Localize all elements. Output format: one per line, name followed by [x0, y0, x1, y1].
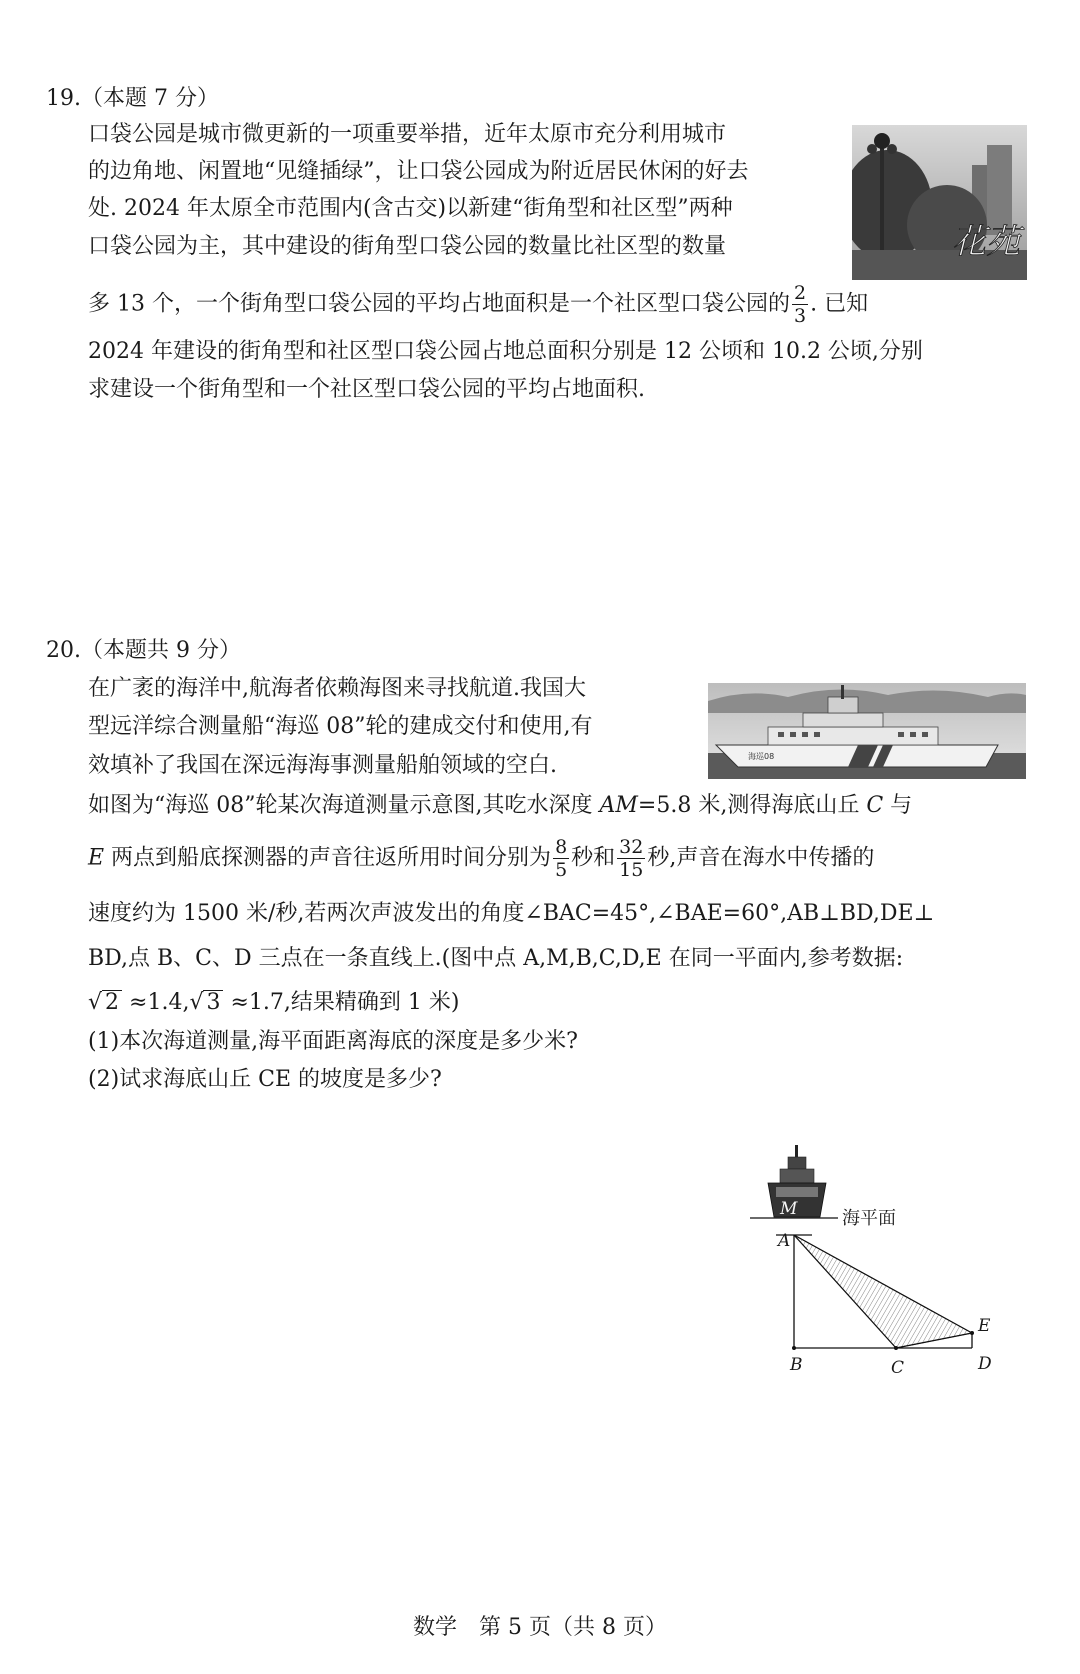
q20-line-4-text: 如图为“海巡 08”轮某次海道测量示意图,其吃水深度 — [88, 793, 600, 818]
fraction-numerator: 2 — [793, 282, 807, 304]
sea-level-label: 海平面 — [842, 1208, 896, 1229]
sqrt-radicand: 2 — [102, 990, 122, 1015]
ship-hull-text: 海巡08 — [748, 752, 775, 761]
label-A: A — [778, 1231, 791, 1251]
q19-line-3: 处. 2024 年太原全市范围内(含古交)以新建“街角型和社区型”两种 — [88, 196, 733, 221]
q20-line-5-text: 两点到船底探测器的声音往返所用时间分别为 — [104, 845, 552, 871]
q20-line-4-mid: =5.8 米,测得海底山丘 — [637, 793, 867, 818]
sqrt-3: √ 3 — [189, 988, 223, 1018]
q19-line-6: 2024 年建设的街角型和社区型口袋公园占地总面积分别是 12 公顷和 10.2 公顷,分别 — [88, 339, 923, 364]
q19-line-4: 口袋公园为主，其中建设的街角型口袋公园的数量比社区型的数量 — [88, 234, 727, 259]
fraction-denominator: 5 — [555, 859, 568, 881]
var-E: E — [88, 845, 105, 871]
q20-line-7: BD,点 B、C、D 三点在一条直线上.(图中点 A,M,B,C,D,E 在同一平面内,参考数据: — [88, 946, 904, 971]
q20-line-8-a: ≈1.4, — [122, 990, 190, 1015]
fraction-32-15 — [617, 836, 645, 881]
sea-survey-diagram — [750, 1145, 1010, 1385]
fraction-denominator: 15 — [619, 859, 644, 881]
label-D: D — [978, 1354, 992, 1374]
var-C: C — [866, 793, 884, 818]
q20-line-5 — [88, 836, 874, 881]
q19-heading: 19.（本题 7 分） — [46, 86, 219, 111]
survey-ship-photo — [708, 683, 1026, 779]
sqrt-2: √ 2 — [88, 988, 122, 1018]
q20-line-8-b: ≈1.7,结果精确到 1 米) — [223, 990, 460, 1015]
fraction-denominator: 3 — [793, 305, 807, 327]
var-AM: AM — [599, 793, 638, 818]
point-B — [792, 1346, 796, 1350]
q20-intro-line-1: 在广袤的海洋中,航海者依赖海图来寻找航道.我国大 — [88, 676, 586, 701]
sonar-beam-region — [794, 1235, 972, 1348]
q20-sub-1: (1)本次海道测量,海平面距离海底的深度是多少米? — [88, 1029, 578, 1054]
q20-line-4 — [88, 791, 912, 821]
point-E — [970, 1331, 974, 1335]
q19-line-5-tail: . 已知 — [810, 291, 869, 317]
label-M: M — [780, 1199, 798, 1219]
fraction-numerator: 8 — [555, 836, 568, 858]
q20-line-4-tail: 与 — [883, 793, 913, 818]
photo-sculpture-text: 花苑 — [952, 222, 1020, 262]
q19-line-5 — [88, 282, 868, 327]
q20-line-6: 速度约为 1500 米/秒,若两次声波发出的角度∠BAC=45°,∠BAE=60°,AB⊥BD,DE⊥ — [88, 901, 935, 926]
page-footer: 数学 第 5 页（共 8 页） — [413, 1615, 667, 1640]
q20-heading: 20.（本题共 9 分） — [46, 638, 241, 663]
q19-line-5-text: 多 13 个，一个街角型口袋公园的平均占地面积是一个社区型口袋公园的 — [88, 291, 790, 317]
q20-intro-line-3: 效填补了我国在深远海海事测量船舶领域的空白. — [88, 753, 557, 778]
q19-line-2: 的边角地、闲置地“见缝插绿”，让口袋公园成为附近居民休闲的好去 — [88, 159, 749, 184]
pocket-park-photo — [852, 125, 1027, 280]
q20-intro-line-2: 型远洋综合测量船“海巡 08”轮的建成交付和使用,有 — [88, 714, 593, 739]
fraction-numerator: 32 — [619, 836, 644, 858]
fraction-two-thirds — [792, 282, 808, 327]
label-E: E — [978, 1316, 991, 1336]
sqrt-radicand: 3 — [203, 990, 223, 1015]
q20-line-5-mid: 秒和 — [571, 845, 616, 871]
label-B: B — [790, 1355, 803, 1375]
label-C: C — [891, 1358, 905, 1378]
pocket-park-photo-art — [852, 125, 1027, 280]
q19-line-7: 求建设一个街角型和一个社区型口袋公园的平均占地面积. — [88, 377, 645, 402]
fraction-8-5 — [553, 836, 569, 881]
q19-line-1: 口袋公园是城市微更新的一项重要举措，近年太原市充分利用城市 — [88, 122, 727, 147]
q20-sub-2: (2)试求海底山丘 CE 的坡度是多少? — [88, 1067, 442, 1092]
q20-line-5-tail: 秒,声音在海水中传播的 — [647, 845, 875, 871]
survey-ship-photo-art — [708, 683, 1026, 779]
point-C — [894, 1346, 898, 1350]
q20-line-8 — [88, 988, 459, 1018]
